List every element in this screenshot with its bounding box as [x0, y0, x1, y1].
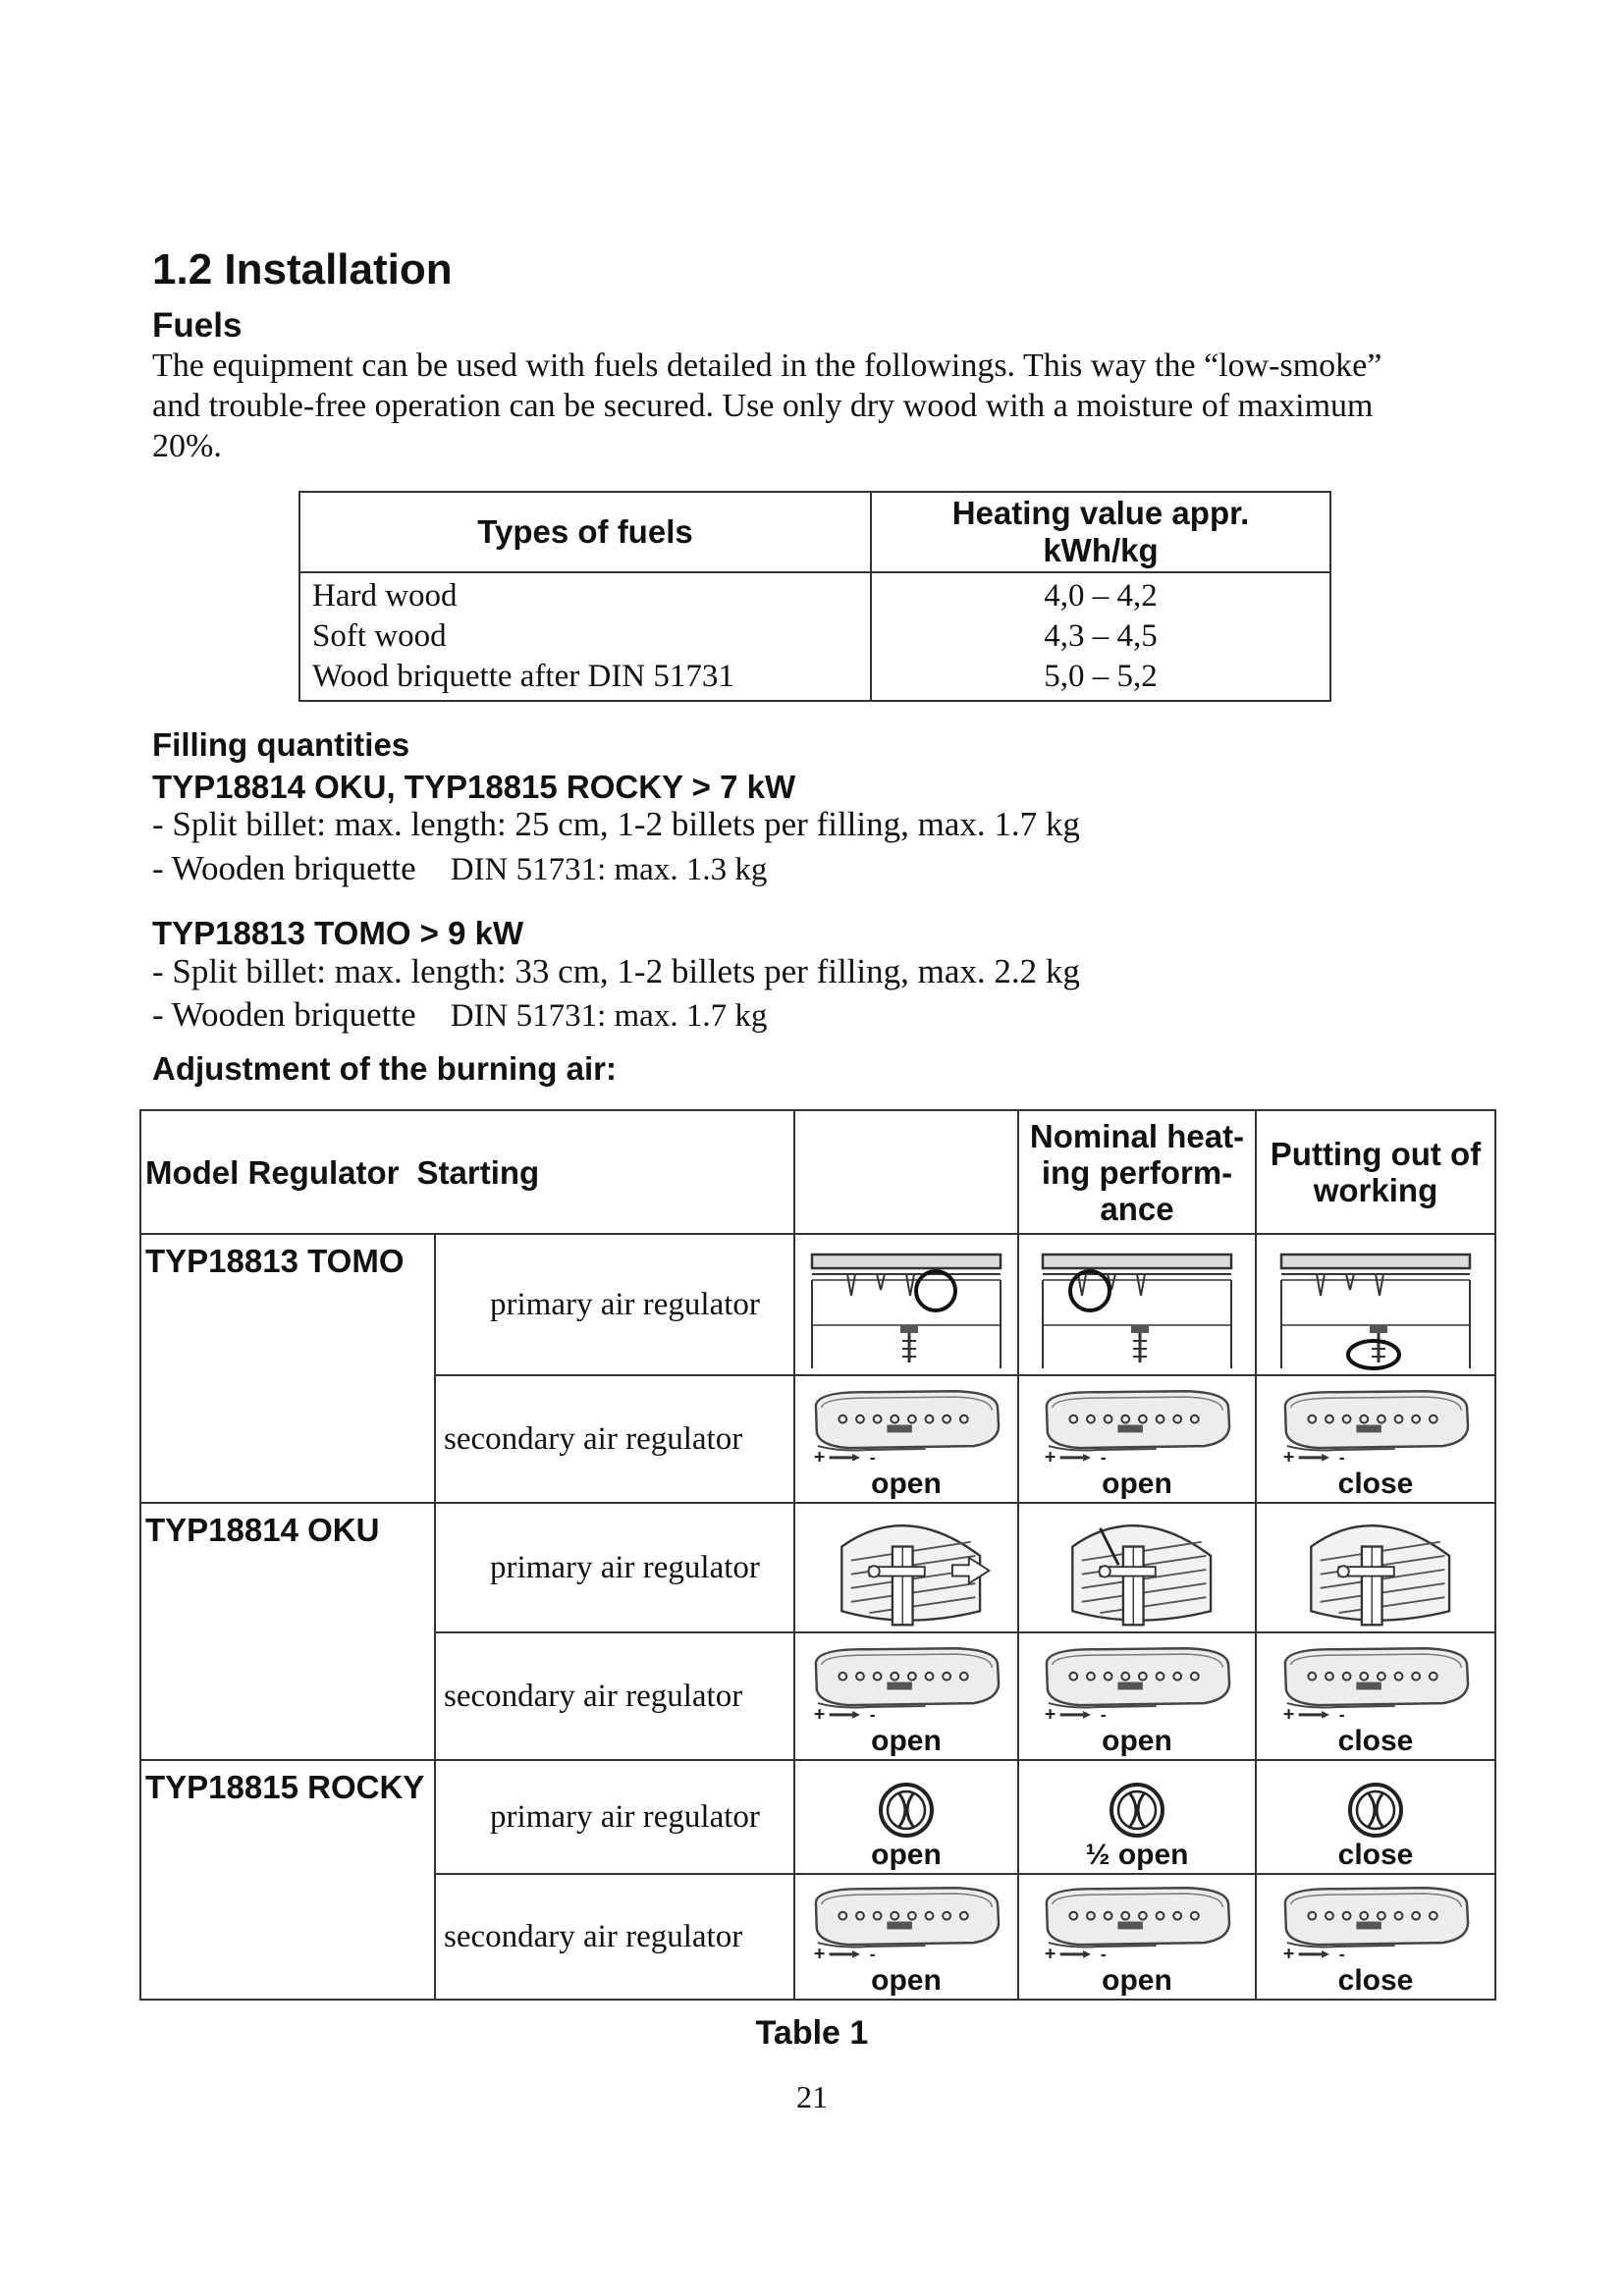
header-empty: [794, 1110, 1018, 1234]
table-row: [299, 616, 1330, 657]
regulator-label: secondary air regulator: [435, 1874, 794, 2000]
header-model-regulator: Model Regulator: [145, 1153, 400, 1191]
illustration-cell: [794, 1234, 1018, 1375]
lever-regulator-illustration-icon: [1277, 1510, 1474, 1629]
slider-rail-illustration-icon: [1277, 1247, 1474, 1374]
fuel-types-table: [298, 491, 1331, 702]
illustration-cell: [1256, 1503, 1495, 1632]
regulator-label: secondary air regulator: [435, 1375, 794, 1503]
illustration-cell: [794, 1760, 1018, 1874]
state-caption: ½ open: [1085, 1839, 1189, 1871]
briquette-value: DIN 51731: max. 1.3 kg: [450, 852, 768, 887]
fuels-intro-paragraph: The equipment can be used with fuels detailed in the followings. This way the “low-smoke” and trouble-free operation can be secured. Use only dry wood with a moisture of maximum 20%.: [152, 347, 1382, 464]
lever-regulator-illustration-icon: [808, 1510, 1004, 1629]
secondary-slider-illustration-icon: [1041, 1883, 1233, 1965]
state-caption: open: [1102, 1468, 1172, 1500]
regulator-label: secondary air regulator: [435, 1632, 794, 1760]
table-row: [299, 572, 1330, 616]
filling-model-tomo: TYP18813 TOMO > 9 kW: [152, 915, 524, 951]
illustration-cell: [794, 1874, 1018, 2000]
rotary-knob-illustration-icon: [1108, 1781, 1166, 1840]
header-model-regulator-starting: [140, 1110, 794, 1234]
briquette-value: DIN 51731: max. 1.7 kg: [450, 998, 768, 1034]
regulator-label: primary air regulator: [435, 1503, 794, 1632]
state-caption: open: [1102, 1725, 1172, 1757]
slider-rail-illustration-icon: [808, 1247, 1004, 1374]
adjustment-heading: Adjustment of the burning air:: [152, 1050, 617, 1087]
fuel-type-cell: Hard wood: [299, 572, 871, 616]
filling-briquette-tomo: [152, 995, 767, 1035]
state-caption: close: [1337, 1468, 1414, 1500]
state-caption: open: [871, 1725, 942, 1757]
secondary-slider-illustration-icon: [1279, 1643, 1472, 1726]
table-caption: Table 1: [755, 2014, 869, 2052]
briquette-label: - Wooden briquette: [152, 849, 416, 887]
secondary-slider-illustration-icon: [810, 1643, 1002, 1726]
page-number: 21: [796, 2079, 828, 2114]
regulator-label: primary air regulator: [435, 1234, 794, 1375]
header-putting-out: Putting out of working: [1256, 1110, 1495, 1234]
secondary-slider-illustration-icon: [810, 1883, 1002, 1965]
rotary-knob-illustration-icon: [1346, 1781, 1405, 1840]
fuel-value-cell: 4,3 – 4,5: [871, 616, 1330, 657]
illustration-cell: [1256, 1375, 1495, 1503]
header-starting: Starting: [416, 1153, 540, 1191]
illustration-cell: [1256, 1760, 1495, 1874]
regulator-label: primary air regulator: [435, 1760, 794, 1874]
fuel-value-cell: 5,0 – 5,2: [871, 657, 1330, 701]
illustration-cell: [1018, 1503, 1256, 1632]
section-title: 1.2 Installation: [152, 245, 453, 294]
table-row: [140, 1234, 1495, 1375]
illustration-cell: [1018, 1632, 1256, 1760]
illustration-cell: [794, 1375, 1018, 1503]
table-row: [299, 657, 1330, 701]
illustration-cell: [1018, 1760, 1256, 1874]
filling-split-oku-rocky: - Split billet: max. length: 25 cm, 1-2 billets per filling, max. 1.7 kg: [152, 805, 1080, 843]
illustration-cell: [1018, 1874, 1256, 2000]
secondary-slider-illustration-icon: [1279, 1883, 1472, 1965]
briquette-label: - Wooden briquette: [152, 995, 416, 1034]
table-row: [140, 1760, 1495, 1874]
fuel-value-cell: 4,0 – 4,2: [871, 572, 1330, 616]
state-caption: close: [1337, 1964, 1414, 1997]
state-caption: open: [871, 1964, 942, 1997]
illustration-cell: [1256, 1632, 1495, 1760]
model-cell-tomo: TYP18813 TOMO: [140, 1234, 435, 1503]
state-caption: close: [1337, 1839, 1414, 1871]
fuel-table-header-type: Types of fuels: [299, 492, 871, 572]
illustration-cell: [1256, 1874, 1495, 2000]
filling-split-tomo: - Split billet: max. length: 33 cm, 1-2 billets per filling, max. 2.2 kg: [152, 952, 1080, 990]
secondary-slider-illustration-icon: [1279, 1386, 1472, 1468]
filling-heading: Filling quantities: [152, 726, 410, 763]
lever-regulator-illustration-icon: [1039, 1510, 1235, 1629]
model-cell-rocky: TYP18815 ROCKY: [140, 1760, 435, 2000]
illustration-cell: [794, 1503, 1018, 1632]
filling-model-oku-rocky: TYP18814 OKU, TYP18815 ROCKY > 7 kW: [152, 769, 796, 805]
fuel-type-cell: Soft wood: [299, 616, 871, 657]
illustration-cell: [1018, 1234, 1256, 1375]
state-caption: open: [871, 1839, 942, 1871]
state-caption: close: [1337, 1725, 1414, 1757]
state-caption: open: [871, 1468, 942, 1500]
secondary-slider-illustration-icon: [810, 1386, 1002, 1468]
fuel-table-header-value: Heating value appr. kWh/kg: [871, 492, 1330, 572]
fuel-type-cell: Wood briquette after DIN 51731: [299, 657, 871, 701]
filling-briquette-oku-rocky: [152, 849, 767, 888]
illustration-cell: [1018, 1375, 1256, 1503]
table-row: [140, 1503, 1495, 1632]
secondary-slider-illustration-icon: [1041, 1386, 1233, 1468]
illustration-cell: [794, 1632, 1018, 1760]
secondary-slider-illustration-icon: [1041, 1643, 1233, 1726]
rotary-knob-illustration-icon: [877, 1781, 936, 1840]
fuels-heading: Fuels: [152, 306, 243, 345]
header-nominal: Nominal heat-ing perform-ance: [1018, 1110, 1256, 1234]
state-caption: open: [1102, 1964, 1172, 1997]
slider-rail-illustration-icon: [1039, 1247, 1235, 1374]
illustration-cell: [1256, 1234, 1495, 1375]
air-table-header-row: [140, 1110, 1495, 1234]
burning-air-adjustment-table: [139, 1109, 1496, 2001]
model-cell-oku: TYP18814 OKU: [140, 1503, 435, 1760]
fuel-table-header-row: [299, 492, 1330, 572]
